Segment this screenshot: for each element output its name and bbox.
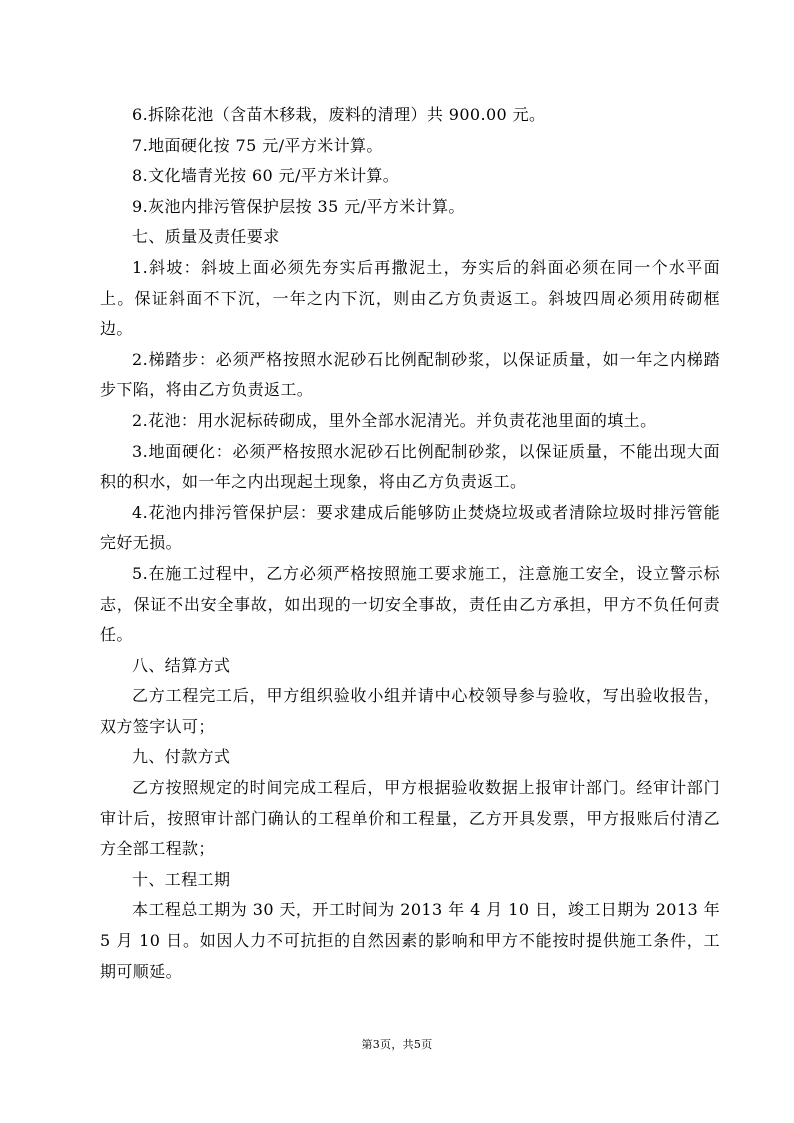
paragraph-payment: 乙方按照规定的时间完成工程后，甲方根据验收数据上报审计部门。经审计部门审计后，按照审计部门确认的工程单价和工程量，乙方开具发票，甲方报账后付清乙方全部工程款； (100, 778, 720, 859)
paragraph-slope: 1.斜坡：斜坡上面必须先夯实后再撒泥土，夯实后的斜面必须在同一个水平面上。保证斜面不下沉，一年之内下沉，则由乙方负责返工。斜坡四周必须用砖砌框边。 (100, 257, 720, 339)
paragraph-settlement: 乙方工程完工后，甲方组织验收小组并请中心校领导参与验收，写出验收报告，双方签字认可； (100, 686, 720, 736)
paragraph-sewage-protection: 4.花池内排污管保护层：要求建成后能够防止焚烧垃圾或者清除垃圾时排污管能完好无损。 (100, 502, 720, 553)
paragraph-item-8-culture-wall: 8.文化墙青光按 60 元/平方米计算。 (132, 166, 400, 186)
section-heading-settlement: 八、结算方式 (132, 655, 231, 675)
paragraph-schedule: 本工程总工期为 30 天，开工时间为 2013 年 4 月 10 日，竣工日期为 2013 年 5 月 10 日。如因人力不可抗拒的自然因素的影响和甲方不能按时提供施工条件，工期可顺延。 (100, 900, 720, 981)
section-heading-quality: 七、质量及责任要求 (132, 227, 280, 247)
paragraph-ground-hardening: 3.地面硬化：必须严格按照水泥砂石比例配制砂浆，以保证质量，不能出现大面积的积水，如一年之内出现起土现象，将由乙方负责返工。 (100, 441, 720, 492)
section-heading-schedule: 十、工程工期 (132, 869, 231, 889)
page-number-footer: 第3页，共5页 (361, 1038, 433, 1051)
paragraph-flowerbed: 2.花池：用水泥标砖砌成，里外全部水泥清光。并负责花池里面的填土。 (132, 410, 657, 430)
paragraph-item-9-sewage-pipe: 9.灰池内排污管保护层按 35 元/平方米计算。 (132, 196, 465, 216)
paragraph-steps: 2.梯踏步：必须严格按照水泥砂石比例配制砂浆，以保证质量，如一年之内梯踏步下陷，将由乙方负责返工。 (100, 349, 720, 400)
document-body (100, 100, 720, 987)
paragraph-item-6-demolish-flowerbed: 6.拆除花池（含苗木移栽，废料的清理）共 900.00 元。 (132, 105, 546, 124)
section-heading-payment: 九、付款方式 (132, 747, 231, 767)
paragraph-item-7-ground-hardening: 7.地面硬化按 75 元/平方米计算。 (132, 135, 383, 155)
paragraph-construction-safety: 5.在施工过程中，乙方必须严格按照施工要求施工，注意施工安全，设立警示标志，保证不出安全事故，如出现的一切安全事故，责任由乙方承担，甲方不负任何责任。 (100, 563, 720, 645)
